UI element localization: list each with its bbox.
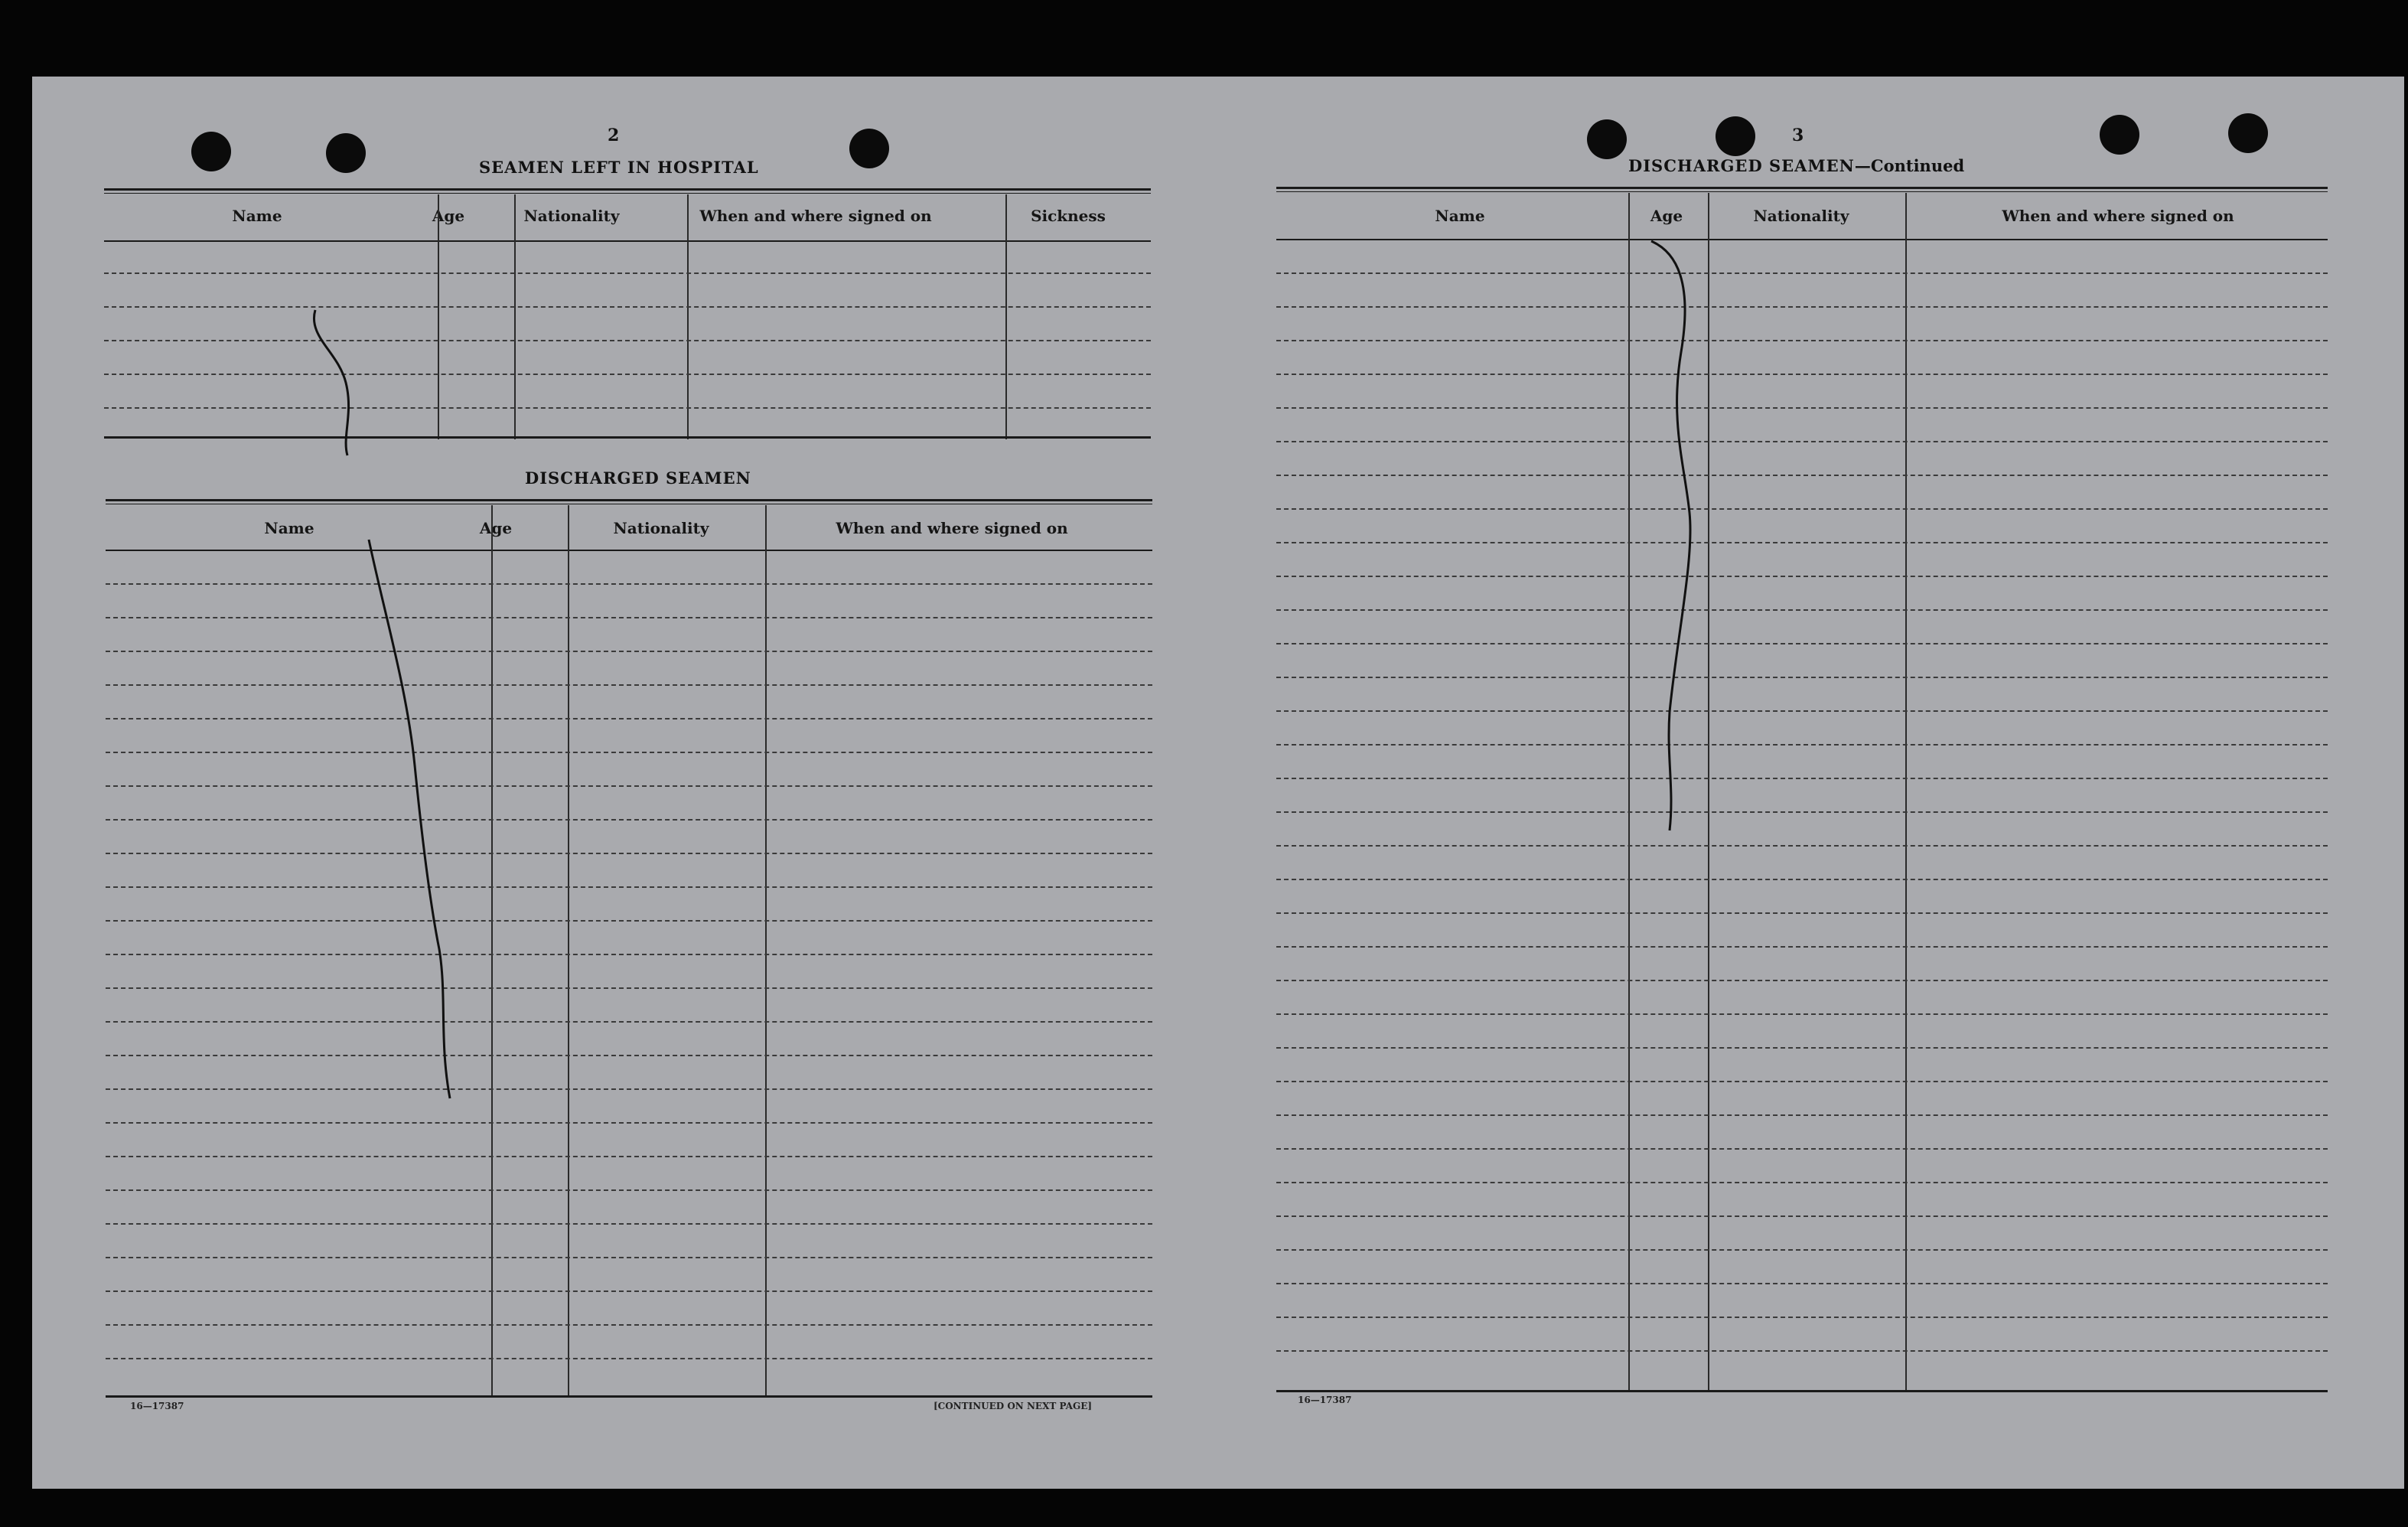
hospital-section-title: SEAMEN LEFT IN HOSPITAL xyxy=(479,158,759,177)
ruled-row-line xyxy=(1276,946,2328,948)
ruled-row-line xyxy=(106,819,1152,821)
ruled-row-line xyxy=(1276,1148,2328,1150)
ruled-row-line xyxy=(106,1358,1152,1359)
form-number-right: 16—17387 xyxy=(1298,1395,1352,1405)
ruled-row-line xyxy=(1276,1047,2328,1049)
col-header-name: Name xyxy=(232,207,282,225)
ruled-row-line xyxy=(1276,340,2328,341)
ruled-row-line xyxy=(106,886,1152,888)
ruled-row-line xyxy=(106,853,1152,854)
punch-hole xyxy=(2100,115,2139,155)
ruled-row-line xyxy=(1276,609,2328,611)
discharged-section-title: DISCHARGED SEAMEN xyxy=(525,468,751,488)
punch-hole xyxy=(1587,119,1627,159)
ruled-row-line xyxy=(1276,980,2328,981)
ruled-row-line xyxy=(1276,1013,2328,1015)
ruled-row-line xyxy=(1276,1317,2328,1318)
col-header-age: Age xyxy=(432,207,465,225)
ruled-row-line xyxy=(106,987,1152,989)
continued-note: [CONTINUED ON NEXT PAGE] xyxy=(934,1401,1093,1411)
ruled-row-line xyxy=(1276,912,2328,914)
ruled-row-line xyxy=(1276,778,2328,779)
ruled-row-line xyxy=(106,1257,1152,1258)
continued-section-title xyxy=(1628,156,1964,175)
punch-hole xyxy=(1716,116,1755,156)
col-header-age: Age xyxy=(1650,207,1683,225)
ruled-row-line xyxy=(1276,1215,2328,1217)
handwritten-line-mark xyxy=(354,536,461,1102)
ruled-row-line xyxy=(1276,1283,2328,1284)
col-header-name: Name xyxy=(1435,207,1485,225)
ruled-row-line xyxy=(106,785,1152,787)
ruled-row-line xyxy=(106,1088,1152,1090)
punch-hole xyxy=(326,133,366,173)
col-header-when-where: When and where signed on xyxy=(699,207,932,225)
ruled-row-line xyxy=(106,752,1152,753)
ruled-row-line xyxy=(1276,811,2328,813)
hospital-table xyxy=(104,185,1151,438)
col-header-age: Age xyxy=(479,519,513,537)
ruled-row-line xyxy=(1276,677,2328,678)
ruled-row-line xyxy=(1276,1350,2328,1352)
ruled-row-line xyxy=(106,1122,1152,1124)
ruled-row-line xyxy=(1276,643,2328,644)
ruled-row-line xyxy=(1276,306,2328,308)
ruled-row-line xyxy=(106,684,1152,686)
right-page-number: 3 xyxy=(1792,126,1804,145)
ruled-row-line xyxy=(1276,710,2328,712)
punch-hole xyxy=(191,132,231,171)
ruled-row-line xyxy=(106,954,1152,955)
ruled-row-line xyxy=(106,1021,1152,1023)
handwritten-line-mark xyxy=(308,306,369,459)
ruled-row-line xyxy=(1276,272,2328,274)
section-title-continued: —Continued xyxy=(1854,156,1965,175)
col-header-sickness: Sickness xyxy=(1031,207,1106,225)
ruled-row-line xyxy=(106,1156,1152,1157)
ruled-row-line xyxy=(106,583,1152,585)
ruled-row-line xyxy=(1276,508,2328,510)
ruled-row-line xyxy=(1276,407,2328,409)
section-title-main: DISCHARGED SEAMEN xyxy=(1628,156,1855,175)
ruled-row-line xyxy=(1276,374,2328,375)
ruled-row-line xyxy=(106,1055,1152,1056)
col-header-nationality: Nationality xyxy=(1753,207,1849,225)
ruled-row-line xyxy=(1276,1182,2328,1183)
ruled-row-line xyxy=(1276,1249,2328,1251)
col-header-when-where: When and where signed on xyxy=(2002,207,2234,225)
col-header-when-where: When and where signed on xyxy=(836,519,1068,537)
ruled-row-line xyxy=(106,718,1152,719)
col-header-nationality: Nationality xyxy=(523,207,620,225)
col-header-name: Name xyxy=(264,519,314,537)
discharged-table-left xyxy=(106,496,1152,1468)
ruled-row-line xyxy=(1276,542,2328,543)
ruled-row-line xyxy=(1276,879,2328,880)
ruled-row-line xyxy=(1276,1081,2328,1082)
ruled-row-line xyxy=(106,1223,1152,1225)
ruled-row-line xyxy=(1276,475,2328,476)
form-number-left: 16—17387 xyxy=(130,1401,184,1411)
ruled-row-line xyxy=(1276,441,2328,442)
ruled-row-line xyxy=(1276,744,2328,746)
col-header-nationality: Nationality xyxy=(613,519,709,537)
punch-hole xyxy=(2228,113,2268,153)
ruled-row-line xyxy=(1276,845,2328,847)
ruled-row-line xyxy=(106,617,1152,618)
ruled-row-line xyxy=(106,1290,1152,1292)
handwritten-line-mark xyxy=(1647,237,1708,834)
ruled-row-line xyxy=(106,1324,1152,1326)
left-page-number: 2 xyxy=(608,126,620,145)
document-sheet xyxy=(32,77,2404,1489)
punch-hole xyxy=(849,129,889,168)
discharged-table-right xyxy=(1276,184,2328,1470)
ruled-row-line xyxy=(106,920,1152,922)
ruled-row-line xyxy=(106,651,1152,652)
ruled-row-line xyxy=(106,1189,1152,1191)
ruled-row-line xyxy=(1276,576,2328,577)
ruled-row-line xyxy=(1276,1114,2328,1116)
